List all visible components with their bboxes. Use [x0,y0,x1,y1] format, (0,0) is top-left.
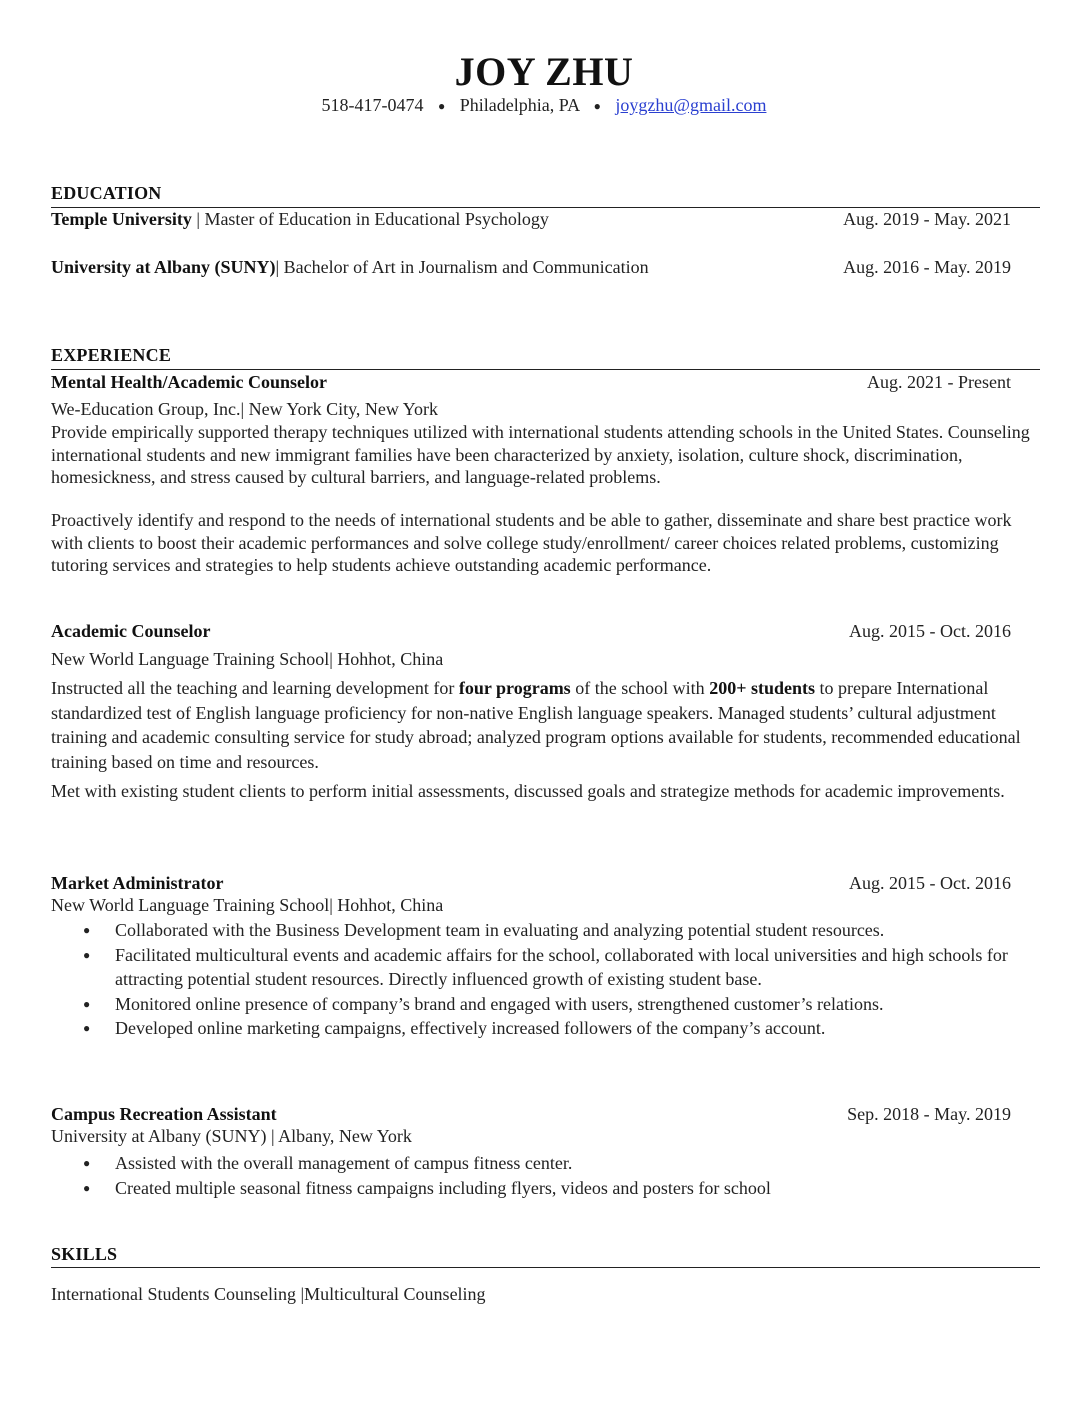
job-title: Academic Counselor [51,621,211,641]
job-dates: Aug. 2015 - Oct. 2016 [849,621,1011,641]
education-dates: Aug. 2019 - May. 2021 [843,209,1011,229]
section-divider [51,369,1040,370]
text-run: of the school with [570,678,710,698]
list-item [51,992,1041,1017]
job-description: Met with existing student clients to perform initial assessments, discussed goals and strategize methods for academic improvements. [51,781,1005,801]
bullet-icon: ● [83,1180,91,1195]
job-bullet-list [51,918,1041,1041]
job-dates: Sep. 2018 - May. 2019 [847,1104,1011,1124]
degree: Master of Education in Educational Psychology [204,209,549,229]
section-divider [51,1267,1040,1268]
list-item [51,1151,1041,1176]
bullet-separator-icon: ● [438,99,446,114]
education-entry [51,208,549,230]
degree: Bachelor of Art in Journalism and Communication [283,257,649,277]
location: Philadelphia, PA [459,95,580,115]
job-dates: Aug. 2021 - Present [867,372,1011,392]
job-title: Campus Recreation Assistant [51,1104,277,1124]
email-link[interactable]: joygzhu@gmail.com [615,95,767,115]
list-item [51,1016,1041,1041]
job-title: Market Administrator [51,873,224,893]
job-title: Mental Health/Academic Counselor [51,372,327,392]
list-item [51,943,1041,992]
list-item [51,1176,1041,1201]
bullet-separator-icon: ● [593,99,601,114]
text-run: to prepare International standardized test of English language proficiency for non-native English language speakers. Managed students’ cultural adjustment training and academic consulting service for study abroad; analyzed program options available for students, recommended educational training based on time and resources. [51,678,1021,772]
bullet-text: Monitored online presence of company’s brand and engaged with users, strengthened customer’s relations. [115,993,884,1014]
school-name: Temple University [51,209,192,229]
bullet-icon: ● [83,996,91,1011]
section-title-education: EDUCATION [51,183,162,203]
bullet-text: Developed online marketing campaigns, effectively increased followers of the company’s account. [115,1018,826,1038]
skills-list: International Students Counseling |Multicultural Counseling [51,1284,486,1304]
job-dates: Aug. 2015 - Oct. 2016 [849,873,1011,893]
bullet-text: Assisted with the overall management of campus fitness center. [115,1153,573,1173]
pipe-separator: | [191,209,205,229]
bullet-text: Created multiple seasonal fitness campaigns including flyers, videos and posters for school [115,1177,771,1198]
bullet-text: Collaborated with the Business Development team in evaluating and analyzing potential student resources. [115,920,885,940]
job-description: Provide empirically supported therapy techniques utilized with international students attending schools in the United States. Counseling international students and new immigrant families have been characterized by anxiety, isolation, culture shock, discrimination, homesickness, and stress caused by cultural barriers, and language-related problems. [51,422,1030,487]
bullet-icon: ● [83,947,91,962]
job-organization: University at Albany (SUNY) | Albany, New York [51,1126,412,1146]
bullet-icon: ● [83,923,91,937]
bullet-text: Facilitated multicultural events and academic affairs for the school, collaborated with local universities and high schools for attracting potential student resources. Directly influenced growth of existing student base. [115,944,1008,989]
section-title-skills: SKILLS [51,1244,118,1264]
job-organization: New World Language Training School| Hohhot, China [51,649,444,669]
highlight-students: 200+ students [709,678,815,698]
school-name: University at Albany (SUNY) [51,257,276,277]
text-run: Instructed all the teaching and learning development for [51,678,459,698]
job-description: Proactively identify and respond to the needs of international students and be able to gather, disseminate and share best practice work with clients to boost their academic performances and solve college study/enrollment/ career choices related problems, customizing tutoring services and strategies to help students achieve outstanding academic performance. [51,510,1012,575]
bullet-icon: ● [83,1156,91,1170]
highlight-programs: four programs [458,678,571,698]
education-dates: Aug. 2016 - May. 2019 [843,257,1011,277]
job-organization: We-Education Group, Inc.| New York City, New York [51,399,438,419]
job-description [51,676,1041,774]
job-organization: New World Language Training School| Hohhot, China [51,895,444,915]
pipe-separator: | [275,257,284,277]
candidate-name: JOY ZHU [454,49,634,94]
bullet-icon: ● [83,1021,91,1035]
section-title-experience: EXPERIENCE [51,345,172,365]
contact-line [0,95,1088,116]
education-entry [51,256,649,278]
list-item [51,918,1041,943]
phone-number: 518-417-0474 [321,95,424,115]
job-bullet-list [51,1151,1041,1200]
